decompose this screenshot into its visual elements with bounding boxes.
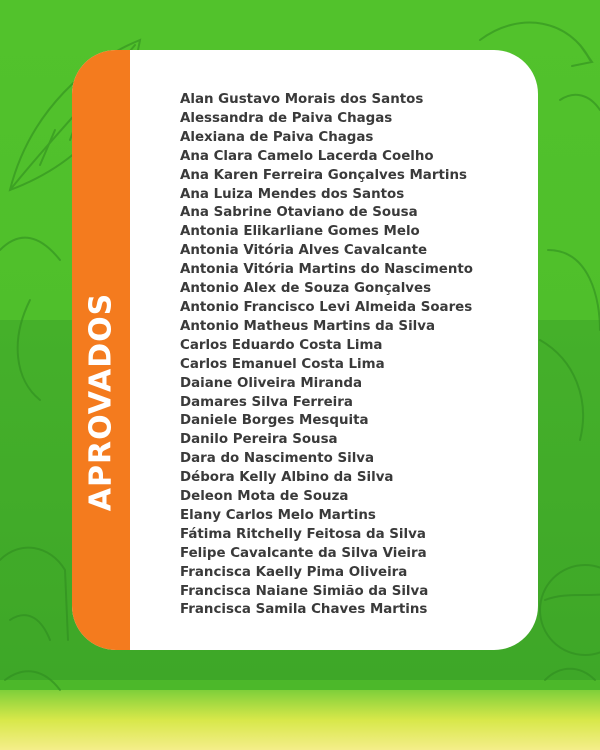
- list-item: Débora Kelly Albino da Silva: [180, 470, 394, 486]
- list-item: Elany Carlos Melo Martins: [180, 507, 376, 523]
- list-item: Alessandra de Paiva Chagas: [180, 110, 393, 126]
- list-item: Daniele Borges Mesquita: [180, 413, 369, 429]
- list-item: Francisca Samila Chaves Martins: [180, 602, 428, 618]
- list-item: Ana Clara Camelo Lacerda Coelho: [180, 148, 434, 164]
- approved-names-list: [180, 91, 473, 620]
- hands-doodle-icon: [0, 548, 68, 640]
- list-item: Carlos Emanuel Costa Lima: [180, 356, 385, 372]
- list-item: Francisca Kaelly Pima Oliveira: [180, 564, 408, 580]
- list-item: Damares Silva Ferreira: [180, 394, 353, 410]
- list-item: Francisca Naiane Simião da Silva: [180, 583, 429, 599]
- list-item: Antonio Matheus Martins da Silva: [180, 318, 436, 334]
- list-item: Antonia Elikarliane Gomes Melo: [180, 224, 420, 240]
- list-item: Antonio Alex de Souza Gonçalves: [180, 281, 432, 297]
- list-item: Deleon Mota de Souza: [180, 489, 349, 505]
- list-item: Daiane Oliveira Miranda: [180, 375, 363, 391]
- list-item: Fátima Ritchelly Feitosa da Silva: [180, 526, 426, 542]
- list-item: Danilo Pereira Sousa: [180, 432, 338, 448]
- list-item: Antonio Francisco Levi Almeida Soares: [180, 299, 473, 315]
- list-item: Alexiana de Paiva Chagas: [180, 129, 374, 145]
- list-item: Antonia Vitória Alves Cavalcante: [180, 243, 428, 259]
- list-item: Dara do Nascimento Silva: [180, 451, 375, 467]
- list-item: Ana Sabrine Otaviano de Sousa: [180, 205, 418, 221]
- page-title: APROVADOS: [83, 292, 119, 512]
- title-sidebar: [72, 50, 130, 650]
- list-item: Alan Gustavo Morais dos Santos: [180, 92, 424, 107]
- list-item: Ana Karen Ferreira Gonçalves Martins: [180, 167, 467, 183]
- list-item: Felipe Cavalcante da Silva Vieira: [180, 545, 427, 561]
- list-item: Ana Luiza Mendes dos Santos: [180, 186, 405, 202]
- list-item: Carlos Eduardo Costa Lima: [180, 337, 383, 353]
- approved-list-card: [72, 50, 538, 650]
- list-item: Antonia Vitória Martins do Nascimento: [180, 262, 474, 278]
